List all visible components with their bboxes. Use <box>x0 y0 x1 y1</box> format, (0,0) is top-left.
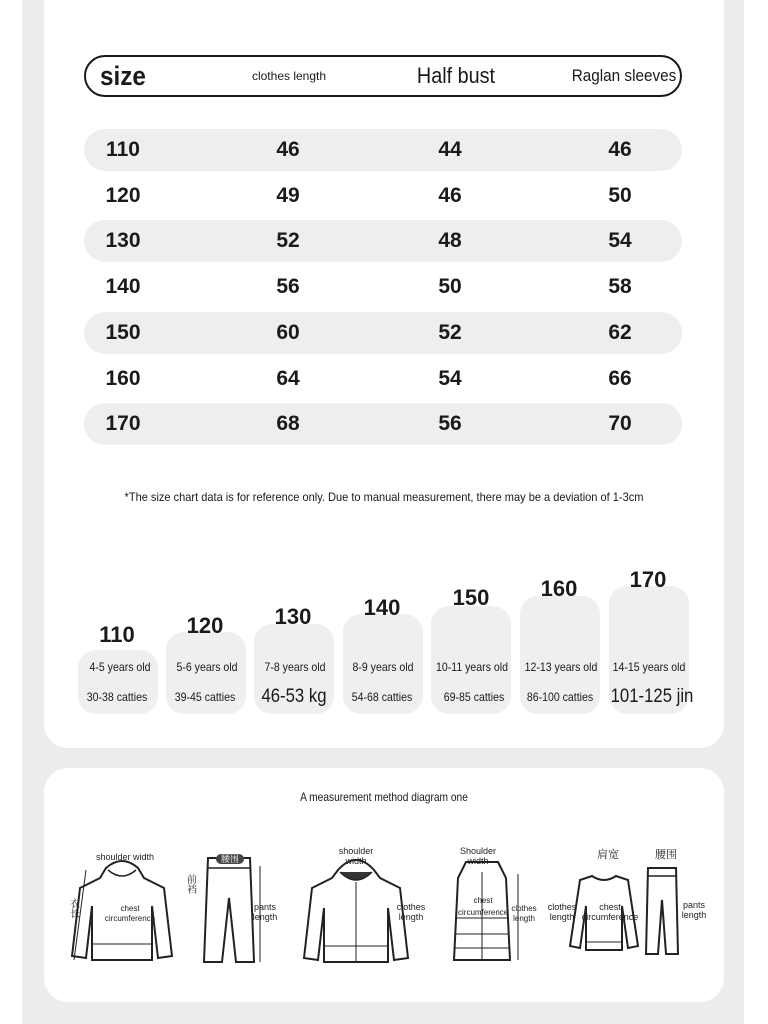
age-weight: 30-38 catties <box>86 690 148 704</box>
header-half-bust: Half bust <box>416 63 496 88</box>
sleeve-cell: 66 <box>608 367 632 390</box>
size-cell: 130 <box>105 229 141 252</box>
age-size-label: 170 <box>629 567 667 592</box>
label-clothes-length: clothes length <box>396 902 426 922</box>
age-weight: 46-53 kg <box>261 686 327 707</box>
age-weight: 39-45 catties <box>174 690 236 704</box>
table-row <box>84 175 682 217</box>
label-shoulder-width-3: Shoulder width <box>459 846 497 866</box>
bust-cell: 44 <box>438 138 462 161</box>
age-size-label: 120 <box>186 613 224 638</box>
length-cell: 64 <box>276 367 300 390</box>
sleeve-cell: 46 <box>608 138 632 161</box>
header-raglan-sleeves: Raglan sleeves <box>571 66 677 85</box>
label-shoulder-width-2: shoulder width <box>338 846 374 866</box>
label-chest-circumference-2: chest circumference <box>581 902 639 922</box>
age-weight: 101-125 jin <box>610 686 694 707</box>
label-clothes-length-2: clothes length <box>511 904 537 923</box>
age-years: 10-11 years old <box>435 660 508 674</box>
header-clothes-length: clothes length <box>251 69 327 83</box>
label-waist-cn-2: 腰围 <box>655 849 677 861</box>
bust-cell: 48 <box>438 229 462 252</box>
label-circumference: circumference <box>458 908 509 917</box>
label-pants-length-2: pants length <box>681 900 707 920</box>
reference-note: *The size chart data is for reference only. Due to manual measurement, there may be a deviation of 1-3cm <box>124 490 644 504</box>
age-size-label: 140 <box>363 595 401 620</box>
bust-cell: 52 <box>438 321 462 344</box>
sleeve-cell: 50 <box>608 184 632 207</box>
size-cell: 170 <box>105 412 141 435</box>
age-years: 4-5 years old <box>89 660 151 674</box>
size-cell: 160 <box>105 367 141 390</box>
age-years: 5-6 years old <box>176 660 238 674</box>
length-cell: 60 <box>276 321 300 344</box>
table-row <box>84 403 682 445</box>
age-size-label: 150 <box>452 585 490 610</box>
label-garment-length-cn: 衣长 <box>70 899 80 920</box>
sleeve-cell: 70 <box>608 412 632 435</box>
size-cell: 150 <box>105 321 141 344</box>
table-row <box>84 266 682 308</box>
label-clothes-length-3: clothes length <box>547 902 577 922</box>
age-years: 12-13 years old <box>524 660 598 674</box>
age-weight: 86-100 catties <box>526 690 594 704</box>
age-weight: 54-68 catties <box>351 690 413 704</box>
sleeve-cell: 58 <box>608 275 632 298</box>
bust-cell: 46 <box>438 184 462 207</box>
age-size-label: 160 <box>540 576 578 601</box>
age-years: 8-9 years old <box>352 660 414 674</box>
bust-cell: 54 <box>438 367 462 390</box>
label-chest-circumference: chest circumference <box>104 904 156 923</box>
table-row <box>84 358 682 400</box>
label-shoulder-cn: 肩宽 <box>597 849 619 861</box>
age-years: 14-15 years old <box>612 660 686 674</box>
size-table-header <box>84 55 682 97</box>
label-shoulder-width: shoulder width <box>95 852 155 862</box>
label-pants-length: pants length <box>252 902 278 922</box>
age-size-label: 110 <box>99 622 135 647</box>
age-years: 7-8 years old <box>264 660 326 674</box>
size-cell: 140 <box>105 275 141 298</box>
sleeve-cell: 54 <box>608 229 632 252</box>
age-size-label: 130 <box>274 604 312 629</box>
length-cell: 68 <box>276 412 300 435</box>
age-weight: 69-85 catties <box>443 690 505 704</box>
size-cell: 120 <box>105 184 141 207</box>
label-front-rise-cn: 前裆 <box>187 875 197 896</box>
table-row <box>84 312 682 354</box>
table-row <box>84 220 682 262</box>
diagram-title: A measurement method diagram one <box>300 790 468 804</box>
length-cell: 56 <box>276 275 300 298</box>
sleeve-cell: 62 <box>608 321 632 344</box>
table-row <box>84 129 682 171</box>
length-cell: 46 <box>276 138 300 161</box>
label-chest: chest <box>473 896 493 905</box>
header-size: size <box>100 60 146 91</box>
label-waist-cn: 腰围 <box>216 854 244 864</box>
length-cell: 49 <box>276 184 300 207</box>
size-cell: 110 <box>106 138 140 161</box>
bust-cell: 56 <box>438 412 462 435</box>
bust-cell: 50 <box>438 275 462 298</box>
length-cell: 52 <box>276 229 300 252</box>
